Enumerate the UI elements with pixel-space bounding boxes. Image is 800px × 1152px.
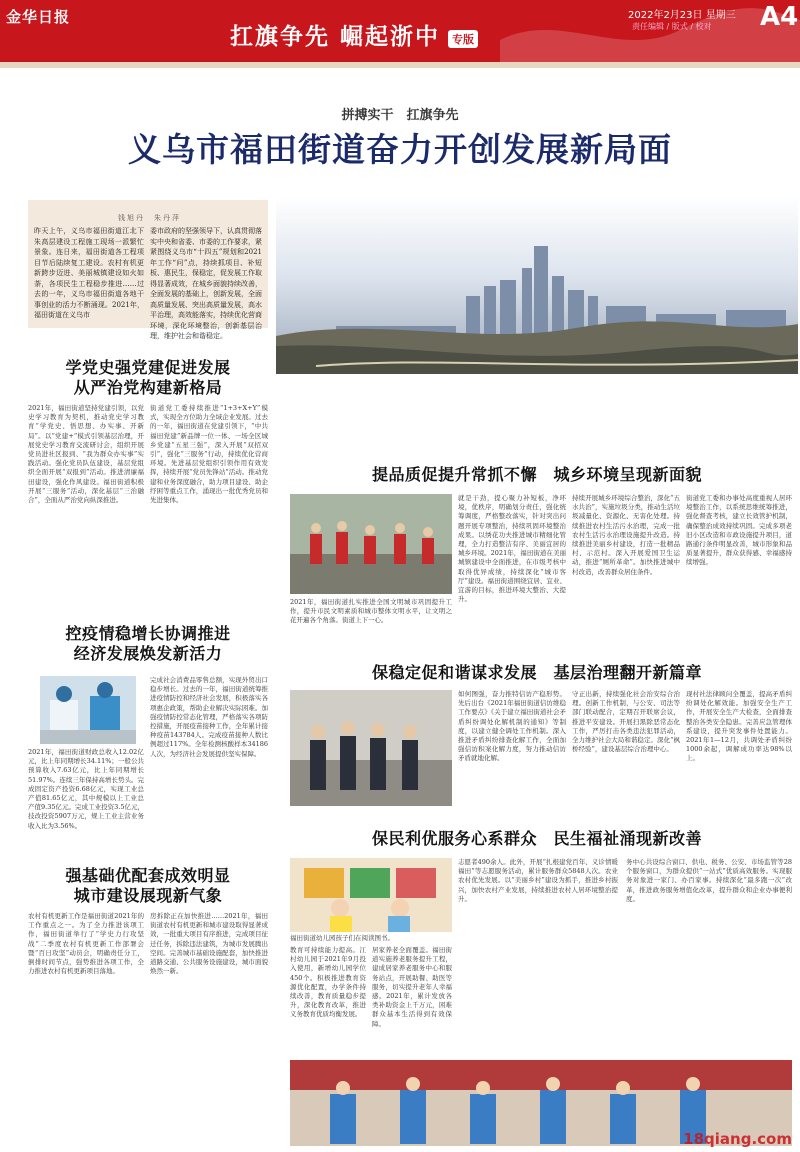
section-heading-urban-construction [28, 866, 268, 906]
special-edition-badge: 专版 [448, 30, 478, 48]
section-heading-economy [28, 624, 268, 664]
masthead [0, 0, 800, 62]
section-e-column-2: 居家养老全面覆盖。福田街道实施养老服务提升工程，建成居家养老服务中心和服务站点，开展助餐、助医等服务，切实提升老年人幸福感。2021年，累计发放各类补助资金上千万元，困难群众基本生活得到有效保障。 [372, 946, 452, 1028]
section-heading-environment: 提品质促提升常抓不懈 城乡环境呈现新面貌 [371, 465, 702, 484]
section-c-column-2: 完成社会消费品零售总额，实现外贸出口稳步增长。过去的一年，福田街道统筹推进疫情防控和经济社会发展，积极落实各项惠企政策，帮助企业解决实际困难。加强疫情防控常态化管理，严格落实各项防控措施，开展疫苗接种工作，全年累计接种疫苗143784人。完成疫苗接种人数比例超过117%。全年检测核酸样本34186人次，为经济社会发展提供坚实保障。 [150, 676, 268, 758]
section-d-column-3: 现村社法律顾问全覆盖，提高矛盾纠纷调处化解效能。加强安全生产工作，开展安全生产大检查，全面排查整治各类安全隐患。完善应急管理体系建设，提升突发事件处置能力。2021年1—12月，共调处矛盾纠纷1000余起，调解成功率达98%以上。 [686, 690, 792, 763]
section-a-column-2: 街道党工委持续推进“1+3+X+Y”模式，实现全方位助力全域企业发展。过去的一年，福田街道在党建引领下，“中共福田党建”新品牌一位一体、一场全区城乡党建“五星三强”，深入开展“双招双引”，强化“三服务”行动，持续优化营商环境。先进基层党组织引领作用有效发挥，持续开展“党员先锋站”活动。推动党建和业务深度融合，助力项目建设、助企纾困等重点工作，涌现出一批优秀党员和先进集体。 [150, 404, 268, 505]
section-heading-line-1: 强基础优配套成效明显 [65, 866, 231, 885]
section-heading-line-1: 学党史强党建促进发展 [65, 358, 231, 377]
section-d-column-1: 如何图强，奋力推特信访产稳形势。先后出台《2021年福田街道信访维稳工作要点》《关于建立福田街道社会矛盾纠纷调处化解机制的通知》等制度，以建立健全调处工作机制。深入推进矛盾纠纷排查化解工作，全面加强信访积案化解力度，努力推动信访矛盾就地化解。 [458, 690, 566, 763]
officials-visit-photo [290, 690, 452, 806]
section-b-column-1: 就是干劲，提心聚力补短板，净环境，优秩序，明确划分责任，强化统筹调度，严格整改落实，针对突出问题开展专项整治，持续巩固环境整治成果。以绣花功夫推进城市精细化管理，全力打造整洁有序、美丽宜居的城乡环境。2021年，福田街道在美丽城镇建设中全面推进，在市级考核中取得优异成绩，持续深化“城市客厅”建设。福田街道围绕宜居、宜业、宜游的目标，推进环境大整治、大提升。 [458, 494, 566, 604]
volunteers-photo [290, 494, 452, 594]
section-f-column-2: 房拆除正在加快推进……2021年，福田街道农村有机更新和城市建设取得显著成效，一批重大项目有序推进，完成项目征迁任务，拆除违法建筑，为城市发展腾出空间。完善城市基础设施配套，加快推进道路交通、公共服务设施建设，城市面貌焕然一新。 [150, 912, 268, 976]
section-heading-line-2: 经济发展焕发新活力 [73, 644, 223, 663]
issue-date: 2022年2月23日 星期三 [628, 10, 736, 21]
section-heading-line-1: 控疫情稳增长协调推进 [65, 624, 231, 643]
section-heading-line-2: 从严治党构建新格局 [73, 378, 223, 397]
masthead-divider [0, 62, 800, 68]
section-c-column-1: 2021年，福田街道财政总收入12.02亿元，比上年同期增长34.11%；一般公共预算收入7.63亿元，比上年同期增长51.97%。连续三年保持高增长势头。完成固定资产投资6.68亿元，实现工业总产值81.65亿元，其中规模以上工业总产值9.35亿元。完成工业投资3.5亿元，技改投资5907万元，规上工业主营业务收入比为3.56%。 [28, 748, 144, 830]
section-e-column-3: 志愿者490余人。此外，开展“扎根建党百年、义诊情暖福田”等志愿服务活动，累计服务群众5848人次。农业农村优先发展。以“美丽乡村”建设为抓手，推进乡村振兴，加快农村产业发展，持续推进农村人居环境整治提升。 [458, 858, 618, 903]
editor-credits: 责任编辑 / 版式 / 校对 [632, 22, 712, 31]
section-d-column-2: 守正出新，持续强化社会治安综合治理。创新工作机制，与公安、司法等部门联动配合，定期召开联席会议，推进平安建设。开展扫黑除恶常态化工作，严厉打击各类违法犯罪活动，全力维护社会大局和谐稳定。深化“枫桥经验”，建设基层综合治理中心。 [572, 690, 680, 754]
lead-column-1: 昨天上午，义乌市福田街道江北下朱高层建设工程施工现场一派繁忙景象。连日来，福田街道各工程项目节后陆续复工建设。农村有机更新跨步迈进、美丽城镇建设如火如荼，各项民生工程稳步推进……过去的一年，义乌市福田街道各地干事创业的活力不断涌现。2021年，福田街道在义乌市 [34, 227, 144, 319]
section-a-column-1: 2021年，福田街道坚持党建引领，以党史学习教育为契机，推动党史学习教育“学党史、悟思想、办实事、开新局”。以“党建+”模式引领基层治理，开展党史学习教育交流研讨会，组织开展党员进社区报到、“我为群众办实事”实践活动。强化党员队伍建设，基层党组织全面开展“双报到”活动。推进清廉福田建设，强化作风建设。福田街道积极开展“三服务”活动，深化基层“三治融合”，全面从严治党向纵深推进。 [28, 404, 144, 505]
section-f-column-1: 农村有机更新工作是福田街道2021年的工作重点之一。为了全力推进该项工作，福田街道举行了“学史力行攻坚战”二季度农村有机更新工作部署会暨“百日攻坚”动员会，明确责任分工，倒排时间节点，强势推进各项工作，全力推进农村有机更新项目落地。 [28, 912, 144, 976]
page-number: A4 [760, 2, 799, 32]
byline: 钱旭丹 朱丹萍 [118, 214, 181, 222]
main-headline: 义乌市福田街道奋力开创发展新局面 [128, 130, 672, 169]
headline-kicker: 拼搏实干 扛旗争先 [341, 108, 459, 123]
city-skyline-photo [276, 196, 798, 374]
section-e-column-1: 教育可持续能力提高。江村幼儿园于2021年9月投入使用，新增幼儿园学位450个。积极推进教育资源优化配置，办学条件持续改善，教育质量稳步提升，深化教育改革，推进义务教育优质均衡发展。 [290, 946, 366, 1019]
site-watermark: 18qiang.com [683, 1130, 792, 1148]
lead-column-2: 委市政府的坚强领导下，认真贯彻落实中央和省委、市委的工作要求，紧紧围绕义乌市“十四五”规划和2021年工作“问”点，持续抓项目、补短板、惠民生，保稳定，促发展工作取得显著成效，在城乡面貌持续改善，全面发展的基础上，创新发展，全面高质量发展、突出高质量发展，高水平治理，高效能落实，持续优化营商环境，深化环境整治，创新基层治理，维护社会和谐稳定。 [150, 227, 262, 340]
section-b-photo-caption: 2021年，福田街道扎实推进全国文明城市巩固提升工作，提升市民文明素质和城市整体文明水平，让文明之花开遍各个角落。街道上下一心。 [290, 598, 452, 624]
children-reading-photo [290, 858, 452, 932]
newspaper-logo: 金华日报 [6, 8, 71, 26]
section-b-column-2: 持续开展城乡环境综合整治，深化“五水共治”，实施垃圾分类，推动生活垃圾减量化、资源化、无害化处理。持续推进农村生活污水治理，完成一批农村生活污水治理设施提升改造。持续推进美丽乡村建设，打造一批精品村、示范村。深入开展爱国卫生运动，推进“厕所革命”。加快推进城中村改造，改善群众居住条件。 [572, 494, 680, 576]
section-e-photo-caption: 福田街道幼儿园孩子们在阅读图书。 [290, 934, 394, 942]
section-heading-party-building [28, 358, 268, 398]
page-banner-title: 扛旗争先 崛起浙中 [230, 24, 441, 50]
section-heading-line-2: 城市建设展现新气象 [73, 886, 223, 905]
section-heading-governance: 保稳定促和谐谋求发展 基层治理翻开新篇章 [371, 663, 702, 682]
section-e-column-4: 务中心共设综合窗口、供电、税务、公安、市场监管等28个服务窗口，为群众提供“一站式”优质高效服务。实现服务对象进一家门、办百家事。持续深化“最多跑一次”改革，推进政务服务增值化改革，提升群众和企业办事便利度。 [626, 858, 792, 903]
section-heading-livelihood: 保民利优服务心系群众 民生福祉涌现新改善 [371, 829, 702, 848]
healthcare-workers-photo [40, 676, 136, 744]
section-b-column-3: 街道党工委和办事处高度重视人居环境整治工作，以系统思维统筹推进，强化督查考核，建立长效管护机制，确保整治成效持续巩固。完成多项老旧小区改造和市政设施提升项目，道路通行条件明显改善，城市形象和品质显著提升，群众获得感、幸福感持续增强。 [686, 494, 792, 567]
